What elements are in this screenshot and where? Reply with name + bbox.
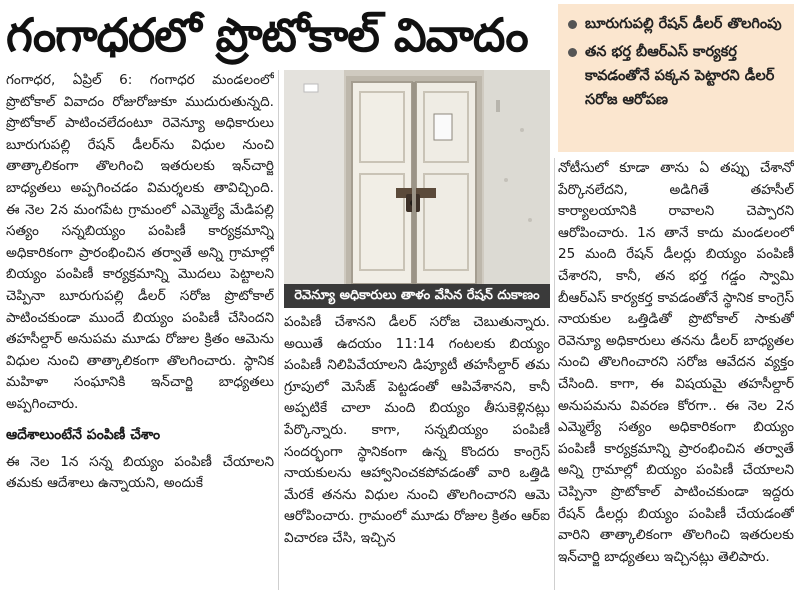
photo-locked-shop-door [284,70,550,284]
highlights-box [558,4,794,152]
article-paragraph: పంపిణీ చేశానని డీలర్‌ సరోజ చెబుతున్నారు. అయితే ఉదయం 11:14 గంటలకు బియ్యం పంపిణీ నిలిపివేయాలని డిప్యూటీ తహసీల్దార్‌ తమ గ్రూపులో మెసేజ్‌ పెట్టడంతో ఆపివేశానని, కానీ అప్పటికే చాలా మంది బియ్యం తీసుకెళ్లినట్లు పేర్కొన్నారు. కాగా, సన్నబియ్యం పంపిణీ సందర్భంగా స్థానికంగా ఉన్న కొందరు కాంగ్రెస్‌ నాయకులను ఆహ్వానించకపోవడంతో వారి ఒత్తిడి మేరకే తనను విధుల నుంచి తొలగించారని ఆమె ఆరోపించారు. గ్రామంలో మూడు రోజుల క్రితం ఆర్‌ఐ విచారణ చేసి, ఇచ్చిన [284,314,550,546]
article-column-1 [6,70,274,590]
article-column-2 [284,312,550,592]
highlight-item [566,40,788,112]
article-paragraph: నోటీసులో కూడా తాను ఏ తప్పు చేశానో పేర్కొనలేదని, అడిగితే తహసీల్‌ కార్యాలయానికి రావాలని చెప్పారని ఆరోపించారు. 1న తానే కాదు మండలంలో 25 మంది రేషన్‌ డీలర్లు బియ్యం పంపిణీ చేశారని, కానీ, తన భర్త గడ్డం స్వామి బీఆర్‌ఎస్‌ కార్యకర్త కావడంతోనే స్థానిక కాంగ్రెస్‌ నాయకుల ఒత్తిడితో ప్రొటోకాల్‌ సాకుతో రెవెన్యూ అధికారులు తనను డీలర్‌ బాధ్యతల నుంచి తొలగించారని సరోజ ఆవేదన వ్యక్తం చేసింది. కాగా, ఈ విషయమై తహసీల్దార్‌ అనుపమను వివరణ కోరగా.. ఈ నెల 2న ఎమ్మెల్యే సత్యం అధికారికంగా బియ్యం పంపిణీ కార్యక్రమాన్ని ప్రారంభించిన తర్వాతే అన్ని గ్రామాల్లో బియ్యం పంపిణీ చేయాలని చెప్పినా ప్రొటోకాల్‌ పాటించకుండా ఇద్దరు రేషన్‌ డీలర్లు బియ్యం పంపిణీ చేయడంతో వారిని తాత్కాలికంగా తొలగించి ఇతరులకు ఇన్‌చార్జి బాధ్యతలు ఇచ్చినట్లు తెలిపారు. [558,160,794,565]
highlight-item [566,12,788,36]
bullet-icon [568,20,577,29]
article-paragraph: గంగాధర, ఏప్రిల్‌ 6: గంగాధర మండలంలో ప్రొటోకాల్‌ వివాదం రోజురోజుకూ ముదురుతున్నది. ప్రొటోకాల్‌ పాటించలేదంటూ రెవెన్యూ అధికారులు బూరుగుపల్లి రేషన్‌ డీలర్‌ను విధుల నుంచి తాత్కాలికంగా తొలగించి ఇతరులకు ఇన్‌చార్జి బాధ్యతలు అప్పగించడం విమర్శలకు తావిచ్చింది. ఈ నెల 2న మంగపేట గ్రామంలో ఎమ్మెల్యే మేడిపల్లి సత్యం సన్నబియ్యం పంపిణీ కార్యక్రమాన్ని అధికారికంగా ప్రారంభించిన తర్వాతే అన్ని గ్రామాల్లో బియ్యం పంపిణీ కార్యక్రమాన్ని మొదలు పెట్టాలని చెప్పినా బూరుగుపల్లి డీలర్‌ సరోజ ప్రొటోకాల్‌ పాటించకుండా ముందే బియ్యం పంపిణీ చేసిందని తహసీల్దార్‌ అనుపమ మూడు రోజుల క్రితం ఆమెను విధుల నుంచి తాత్కాలికంగా తొలగించారు. స్థానిక మహిళా సంఘానికి ఇన్‌చార్జి బాధ్యతలు అప్పగించారు. [6,72,274,412]
highlight-text: బూరుగుపల్లి రేషన్‌ డీలర్‌ తొలగింపు [585,16,782,32]
highlight-text: తన భర్త బీఆర్‌ఎస్‌ కార్యకర్త కావడంతోనే పక్కన పెట్టారని డీలర్‌ సరోజ ఆరోపణ [585,44,775,108]
article-paragraph: ఈ నెల 1న సన్న బియ్యం పంపిణీ చేయాలని తమకు ఆదేశాలు ఉన్నాయని, అందుకే [6,453,274,492]
column-divider [554,158,555,590]
photo-caption: రెవెన్యూ అధికారులు తాళం వేసిన రేషన్‌ దుకాణం [284,284,550,308]
article-subheading: ఆదేశాలుంటేనే పంపిణీ చేశాం [6,426,161,443]
article-column-3 [558,158,794,590]
column-divider [278,70,279,590]
door-illustration [284,70,550,284]
headline: గంగాధరలో ప్రొటోకాల్‌ వివాదం [6,8,528,62]
bullet-icon [568,48,577,57]
